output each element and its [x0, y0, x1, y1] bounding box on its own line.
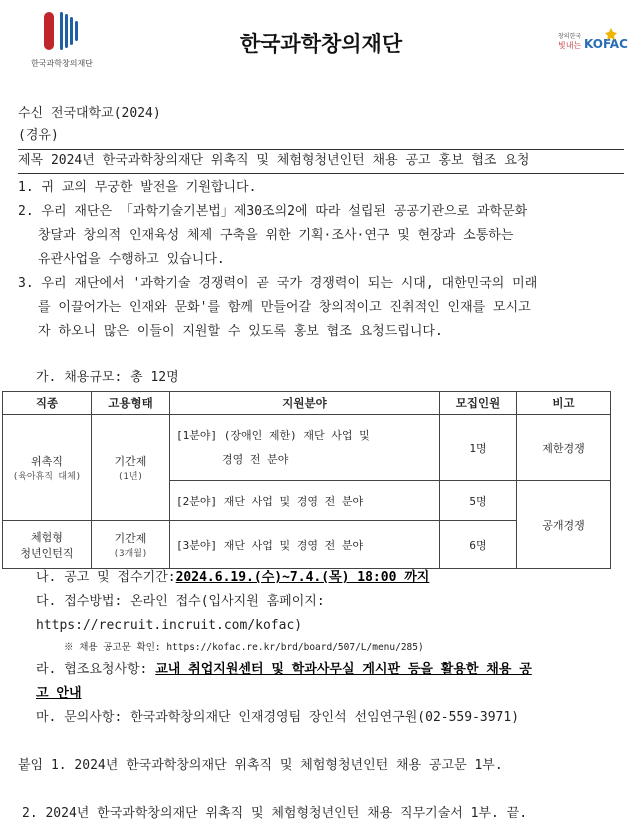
subject-line: 제목 2024년 한국과학창의재단 위촉직 및 체험형청년인턴 채용 공고 홍보 협조 요청: [18, 153, 530, 168]
logo-caption: 한국과학창의재단: [31, 59, 93, 68]
paragraph-3-line-2: 를 이끌어가는 인재와 문화'를 함께 만들어갈 창의적이고 진취적인 인재를 모시고: [38, 300, 531, 315]
col-header-field: 지원분야: [170, 392, 440, 415]
cooperation-request: [36, 660, 532, 680]
count-cell: 6명: [440, 521, 517, 569]
field-cell: [170, 415, 440, 481]
note-cell: 제한경쟁: [517, 415, 611, 481]
organization-title: 한국과학창의재단: [239, 32, 403, 56]
cooperation-request-cont: [36, 684, 82, 704]
period-value: 2024.6.19.(수)~7.4.(목) 18:00 까지: [175, 570, 430, 585]
col-header-note: 비고: [517, 392, 611, 415]
svg-text:창의한국: 창의한국: [558, 33, 582, 40]
recruit-size: 가. 채용규모: 총 12명: [36, 370, 179, 385]
col-header-employment: 고용형태: [92, 392, 170, 415]
divider-bottom: [18, 173, 624, 174]
application-method: 다. 접수방법: 온라인 접수(입사지원 홈페이지:: [36, 594, 325, 609]
request-value-line-1: 교내 취업지원센터 및 학과사무실 게시판 등을 활용한 채용 공: [155, 662, 532, 677]
count-cell: 5명: [440, 481, 517, 521]
kofac-logo: [556, 22, 628, 60]
job-name: 위촉직: [31, 455, 63, 468]
job-name-line-2: 청년인턴직: [20, 546, 74, 560]
application-url[interactable]: https://recruit.incruit.com/kofac): [36, 618, 303, 633]
job-name-line-1: 체험형: [31, 530, 63, 544]
field-cell: [3분야] 재단 사업 및 경영 전 분야: [170, 521, 440, 569]
table-row: [3, 415, 611, 481]
col-header-job: 직종: [3, 392, 92, 415]
request-value-line-2: 고 안내: [36, 686, 82, 701]
employment-cell: [92, 415, 170, 521]
table-header-row: [3, 392, 611, 415]
kofac-emblem-icon: [556, 22, 628, 60]
employment-cell: [92, 521, 170, 569]
field-line-1: [1분야] (장애인 제한) 재단 사업 및: [176, 428, 370, 442]
paragraph-2-line-2: 창달과 창의적 인재육성 체제 구축을 위한 기획·조사·연구 및 현장과 소통하는: [38, 228, 514, 243]
via-line: (경유): [18, 128, 59, 143]
svg-text:빛내는: 빛내는: [558, 41, 582, 50]
inquiry-line: 마. 문의사항: 한국과학창의재단 인재경영팀 장인석 선임연구원(02-559-3971): [36, 710, 520, 725]
attachment-1: 붙임 1. 2024년 한국과학창의재단 위촉직 및 체험형청년인턴 채용 공고문 1부.: [18, 758, 503, 773]
count-cell: 1명: [440, 415, 517, 481]
period-label: 나. 공고 및 접수기간:: [36, 570, 176, 585]
notice-url-note: ※ 채용 공고문 확인: https://kofac.re.kr/brd/board/507/L/menu/285): [64, 642, 424, 653]
employment-type: 기간제: [114, 532, 147, 545]
job-cell: [3, 521, 92, 569]
field-line-2: 경영 전 분야: [222, 452, 289, 466]
paragraph-2-line-3: 유관사업을 수행하고 있습니다.: [38, 252, 225, 267]
field-cell: [2분야] 재단 사업 및 경영 전 분야: [170, 481, 440, 521]
recruitment-table: [2, 391, 611, 569]
employment-sub: (3개월): [113, 549, 148, 559]
recipient-line: 수신 전국대학교(2024): [18, 106, 161, 121]
svg-text:KOFAC: KOFAC: [584, 37, 628, 51]
note-cell: 공개경쟁: [517, 481, 611, 569]
paragraph-3-line-1: 3. 우리 재단에서 '과학기술 경쟁력이 곧 국가 경쟁력이 되는 시대, 대한민국의 미래: [18, 276, 538, 291]
job-sub: (육아휴직 대체): [12, 472, 82, 482]
request-label: 라. 협조요청사항:: [36, 662, 148, 677]
paragraph-2-line-1: 2. 우리 재단은 「과학기술기본법」제30조의2에 따라 설립된 공공기관으로 과학문화: [18, 204, 528, 219]
attachment-2: 2. 2024년 한국과학창의재단 위촉직 및 체험형청년인턴 채용 직무기술서 1부. 끝.: [22, 806, 528, 821]
application-period: [36, 568, 429, 588]
employment-sub: (1년): [118, 472, 143, 482]
job-cell: [3, 415, 92, 521]
paragraph-3-line-3: 자 하오니 많은 이들이 지원할 수 있도록 홍보 협조 요청드립니다.: [38, 324, 443, 339]
paragraph-1: 1. 귀 교의 무궁한 발전을 기원합니다.: [18, 180, 257, 195]
divider-top: [18, 149, 624, 150]
col-header-count: 모집인원: [440, 392, 517, 415]
employment-type: 기간제: [114, 455, 147, 468]
